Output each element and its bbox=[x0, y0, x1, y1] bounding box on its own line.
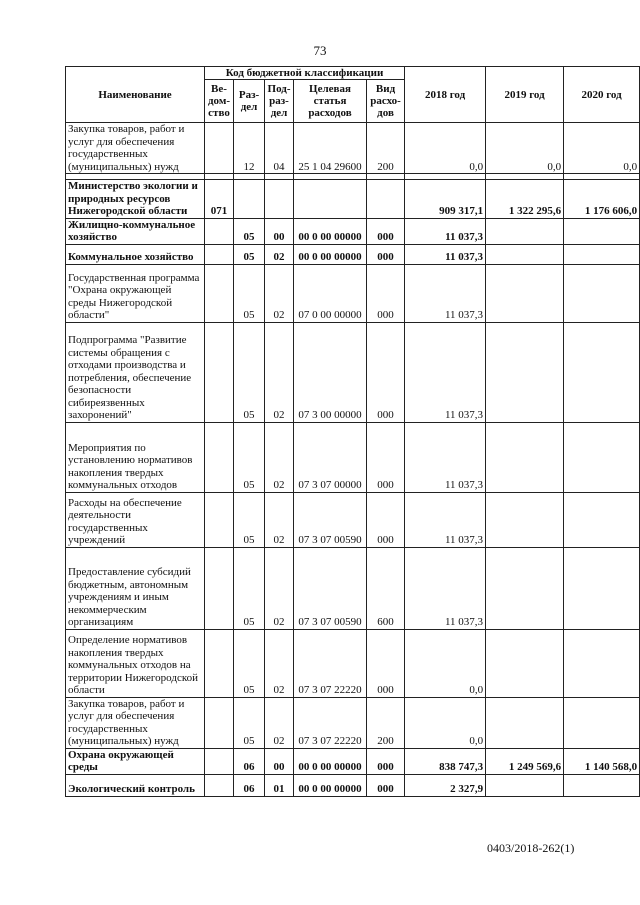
budget-table bbox=[65, 66, 640, 797]
row-target-article: 07 3 00 00000 bbox=[294, 322, 367, 422]
row-razdel: 05 bbox=[234, 244, 265, 264]
row-target-article: 07 3 07 00590 bbox=[294, 492, 367, 547]
table-row bbox=[66, 774, 640, 796]
header-year-2018: 2018 год bbox=[405, 67, 486, 123]
row-target-article: 07 3 07 22220 bbox=[294, 697, 367, 748]
row-podrazdel: 02 bbox=[265, 629, 294, 697]
row-podrazdel: 02 bbox=[265, 547, 294, 629]
row-year-2018: 11 037,3 bbox=[405, 422, 486, 492]
header-podrazdel: Под- раз- дел bbox=[265, 80, 294, 123]
row-name: Подпрограмма "Развитие системы обращения с отходами производства и потребления, обеспечение безопасности сибиреязвенных захоронений" bbox=[66, 322, 205, 422]
row-vedomstvo bbox=[205, 774, 234, 796]
row-year-2020 bbox=[564, 244, 640, 264]
table-row bbox=[66, 244, 640, 264]
row-target-article bbox=[294, 180, 367, 219]
row-vedomstvo bbox=[205, 244, 234, 264]
row-name: Министерство экологии и природных ресурсов Нижегородской области bbox=[66, 180, 205, 219]
row-year-2018: 0,0 bbox=[405, 629, 486, 697]
table-row bbox=[66, 264, 640, 322]
row-razdel: 05 bbox=[234, 629, 265, 697]
row-year-2020 bbox=[564, 492, 640, 547]
table-row bbox=[66, 180, 640, 219]
table-row bbox=[66, 123, 640, 174]
row-expense-type: 000 bbox=[367, 629, 405, 697]
row-name: Коммунальное хозяйство bbox=[66, 244, 205, 264]
table-row bbox=[66, 422, 640, 492]
row-expense-type: 200 bbox=[367, 697, 405, 748]
row-year-2019: 1 322 295,6 bbox=[486, 180, 564, 219]
table-row bbox=[66, 492, 640, 547]
row-year-2019 bbox=[486, 218, 564, 244]
header-vedomstvo: Ве- дом- ство bbox=[205, 80, 234, 123]
table-row bbox=[66, 629, 640, 697]
row-podrazdel bbox=[265, 180, 294, 219]
row-year-2018: 11 037,3 bbox=[405, 322, 486, 422]
row-year-2019 bbox=[486, 697, 564, 748]
row-year-2018: 11 037,3 bbox=[405, 218, 486, 244]
row-target-article: 25 1 04 29600 bbox=[294, 123, 367, 174]
row-year-2019 bbox=[486, 492, 564, 547]
row-year-2020 bbox=[564, 264, 640, 322]
row-year-2020: 1 176 606,0 bbox=[564, 180, 640, 219]
row-razdel: 05 bbox=[234, 422, 265, 492]
row-podrazdel: 02 bbox=[265, 244, 294, 264]
row-expense-type: 200 bbox=[367, 123, 405, 174]
row-name: Закупка товаров, работ и услуг для обеспечения государственных (муниципальных) нужд bbox=[66, 697, 205, 748]
row-expense-type bbox=[367, 180, 405, 219]
row-year-2019: 0,0 bbox=[486, 123, 564, 174]
row-podrazdel: 02 bbox=[265, 264, 294, 322]
row-razdel: 06 bbox=[234, 748, 265, 774]
row-vedomstvo bbox=[205, 492, 234, 547]
row-year-2018: 0,0 bbox=[405, 697, 486, 748]
row-razdel: 05 bbox=[234, 218, 265, 244]
row-year-2018: 11 037,3 bbox=[405, 244, 486, 264]
row-year-2019 bbox=[486, 264, 564, 322]
row-razdel bbox=[234, 180, 265, 219]
row-vedomstvo bbox=[205, 629, 234, 697]
row-name: Расходы на обеспечение деятельности государственных учреждений bbox=[66, 492, 205, 547]
header-razdel: Раз- дел bbox=[234, 80, 265, 123]
row-year-2018: 11 037,3 bbox=[405, 264, 486, 322]
row-expense-type: 600 bbox=[367, 547, 405, 629]
row-expense-type: 000 bbox=[367, 322, 405, 422]
row-vedomstvo bbox=[205, 218, 234, 244]
header-year-2020: 2020 год bbox=[564, 67, 640, 123]
row-podrazdel: 00 bbox=[265, 748, 294, 774]
row-name: Закупка товаров, работ и услуг для обеспечения государственных (муниципальных) нужд bbox=[66, 123, 205, 174]
row-vedomstvo bbox=[205, 322, 234, 422]
table-row bbox=[66, 697, 640, 748]
row-podrazdel: 04 bbox=[265, 123, 294, 174]
row-year-2020 bbox=[564, 774, 640, 796]
header-name: Наименование bbox=[66, 67, 205, 123]
row-year-2018: 909 317,1 bbox=[405, 180, 486, 219]
row-razdel: 05 bbox=[234, 697, 265, 748]
row-year-2020: 0,0 bbox=[564, 123, 640, 174]
row-target-article: 07 3 07 22220 bbox=[294, 629, 367, 697]
row-vedomstvo bbox=[205, 748, 234, 774]
row-year-2019 bbox=[486, 244, 564, 264]
row-razdel: 05 bbox=[234, 492, 265, 547]
row-expense-type: 000 bbox=[367, 748, 405, 774]
row-target-article: 00 0 00 00000 bbox=[294, 748, 367, 774]
row-vedomstvo bbox=[205, 547, 234, 629]
header-year-2019: 2019 год bbox=[486, 67, 564, 123]
table-row bbox=[66, 748, 640, 774]
row-year-2018: 0,0 bbox=[405, 123, 486, 174]
row-expense-type: 000 bbox=[367, 218, 405, 244]
table-body bbox=[66, 123, 640, 797]
row-expense-type: 000 bbox=[367, 264, 405, 322]
row-podrazdel: 00 bbox=[265, 218, 294, 244]
row-year-2020 bbox=[564, 218, 640, 244]
row-year-2018: 2 327,9 bbox=[405, 774, 486, 796]
page-number: 73 bbox=[313, 43, 327, 58]
row-name: Охрана окружающей среды bbox=[66, 748, 205, 774]
row-razdel: 05 bbox=[234, 547, 265, 629]
header-expense-type: Вид расхо- дов bbox=[367, 80, 405, 123]
row-target-article: 00 0 00 00000 bbox=[294, 218, 367, 244]
row-podrazdel: 02 bbox=[265, 697, 294, 748]
header-target-article: Целевая статья расходов bbox=[294, 80, 367, 123]
row-year-2020: 1 140 568,0 bbox=[564, 748, 640, 774]
row-razdel: 05 bbox=[234, 264, 265, 322]
row-name: Экологический контроль bbox=[66, 774, 205, 796]
row-year-2020 bbox=[564, 547, 640, 629]
row-year-2020 bbox=[564, 322, 640, 422]
row-year-2020 bbox=[564, 697, 640, 748]
row-year-2018: 11 037,3 bbox=[405, 547, 486, 629]
table-row bbox=[66, 322, 640, 422]
row-razdel: 05 bbox=[234, 322, 265, 422]
row-podrazdel: 02 bbox=[265, 422, 294, 492]
row-vedomstvo: 071 bbox=[205, 180, 234, 219]
row-year-2019 bbox=[486, 774, 564, 796]
row-name: Мероприятия по установлению нормативов накопления твердых коммунальных отходов bbox=[66, 422, 205, 492]
table-row bbox=[66, 547, 640, 629]
row-name: Жилищно-коммунальное хозяйство bbox=[66, 218, 205, 244]
table-row bbox=[66, 218, 640, 244]
row-year-2019 bbox=[486, 547, 564, 629]
row-razdel: 06 bbox=[234, 774, 265, 796]
row-year-2020 bbox=[564, 629, 640, 697]
row-podrazdel: 02 bbox=[265, 322, 294, 422]
row-target-article: 07 3 07 00000 bbox=[294, 422, 367, 492]
row-target-article: 00 0 00 00000 bbox=[294, 244, 367, 264]
header-classification-code: Код бюджетной классификации bbox=[205, 67, 405, 80]
row-name: Государственная программа "Охрана окружающей среды Нижегородской области" bbox=[66, 264, 205, 322]
row-vedomstvo bbox=[205, 422, 234, 492]
row-expense-type: 000 bbox=[367, 492, 405, 547]
row-name: Определение нормативов накопления твердых коммунальных отходов на территории Нижегородской области bbox=[66, 629, 205, 697]
row-vedomstvo bbox=[205, 697, 234, 748]
row-target-article: 07 3 07 00590 bbox=[294, 547, 367, 629]
row-expense-type: 000 bbox=[367, 244, 405, 264]
row-year-2018: 838 747,3 bbox=[405, 748, 486, 774]
row-podrazdel: 02 bbox=[265, 492, 294, 547]
row-razdel: 12 bbox=[234, 123, 265, 174]
row-year-2019 bbox=[486, 629, 564, 697]
row-podrazdel: 01 bbox=[265, 774, 294, 796]
row-vedomstvo bbox=[205, 264, 234, 322]
row-year-2018: 11 037,3 bbox=[405, 492, 486, 547]
row-expense-type: 000 bbox=[367, 774, 405, 796]
row-year-2020 bbox=[564, 422, 640, 492]
row-name: Предоставление субсидий бюджетным, автономным учреждениям и иным некоммерческим организациям bbox=[66, 547, 205, 629]
row-year-2019 bbox=[486, 322, 564, 422]
row-vedomstvo bbox=[205, 123, 234, 174]
row-year-2019: 1 249 569,6 bbox=[486, 748, 564, 774]
row-year-2019 bbox=[486, 422, 564, 492]
document-code: 0403/2018-262(1) bbox=[487, 841, 575, 855]
row-target-article: 07 0 00 00000 bbox=[294, 264, 367, 322]
row-target-article: 00 0 00 00000 bbox=[294, 774, 367, 796]
row-expense-type: 000 bbox=[367, 422, 405, 492]
